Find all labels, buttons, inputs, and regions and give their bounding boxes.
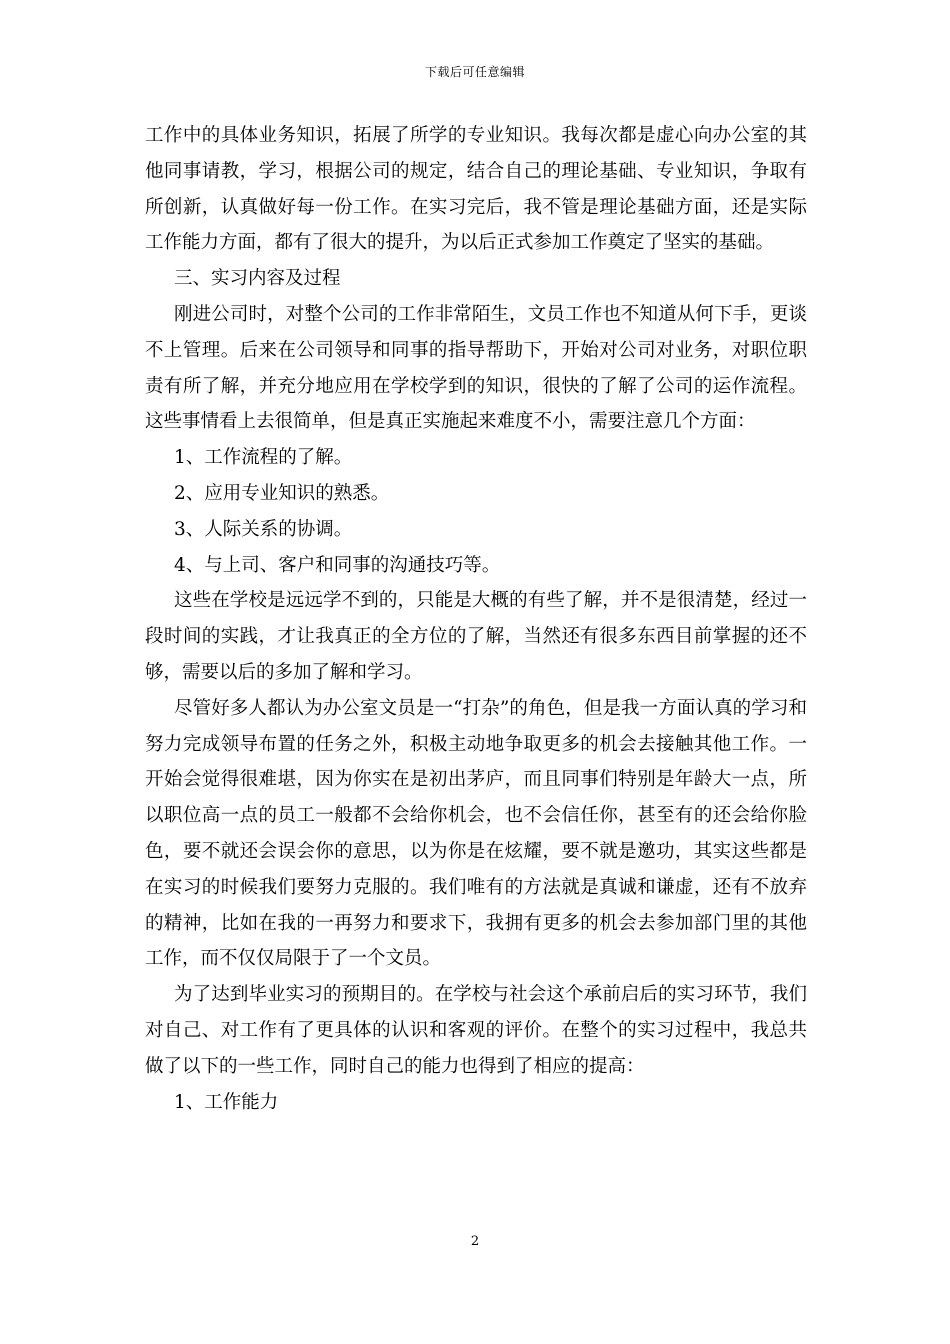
subsection-heading: 1、工作能力 [174,1091,279,1113]
paragraph-continuation: 工作中的具体业务知识，拓展了所学的专业知识。我每次都是虚心向办公室的其他同事请教，学习，根据公司的规定，结合自己的理论基础、专业知识，争取有所创新，认真做好每一份工作。在实习完后，我不管是理论基础方面，还是实际工作能力方面，都有了很大的提升，为以后正式参加工作奠定了坚实的基础。 [145,125,807,254]
page-header: 下载后可任意编辑 [424,65,525,79]
page-number: 2 [470,1234,480,1249]
document-body [145,118,807,1120]
paragraph: 为了达到毕业实习的预期目的。在学校与社会这个承前启后的实习环节，我们对自己、对工作有了更具体的认识和客观的评价。在整个的实习过程中，我总共做了以下的一些工作，同时自己的能力也得到了相应的提高： [145,984,807,1077]
paragraph: 这些在学校是远远学不到的，只能是大概的有些了解，并不是很清楚，经过一段时间的实践，才让我真正的全方位的了解，当然还有很多东西目前掌握的还不够，需要以后的多加了解和学习。 [145,590,807,683]
list-item: 1、工作流程的了解。 [174,447,353,469]
list-item: 2、应用专业知识的熟悉。 [174,482,390,504]
paragraph: 尽管好多人都认为办公室文员是一“打杂”的角色，但是我一方面认真的学习和努力完成领导布置的任务之外，积极主动地争取更多的机会去接触其他工作。一开始会觉得很难堪，因为你实在是初出茅庐，而且同事们特别是年龄大一点，所以职位高一点的员工一般都不会给你机会，也不会信任你，甚至有的还会给你脸色，要不就还会误会你的意思，以为你是在炫耀，要不就是邀功，其实这些都是在实习的时候我们要努力克服的。我们唯有的方法就是真诚和谦虚，还有不放弃的精神，比如在我的一再努力和要求下，我拥有更多的机会去参加部门里的其他工作，而不仅仅局限于了一个文员。 [145,697,807,970]
list-item: 4、与上司、客户和同事的沟通技巧等。 [174,554,501,576]
list-item: 3、人际关系的协调。 [174,518,353,540]
section-heading: 三、实习内容及过程 [174,268,341,290]
paragraph: 刚进公司时，对整个公司的工作非常陌生，文员工作也不知道从何下手，更谈不上管理。后来在公司领导和同事的指导帮助下，开始对公司对业务，对职位职责有所了解，并充分地应用在学校学到的知识，很快的了解了公司的运作流程。这些事情看上去很简单，但是真正实施起来难度不小，需要注意几个方面： [145,303,807,433]
